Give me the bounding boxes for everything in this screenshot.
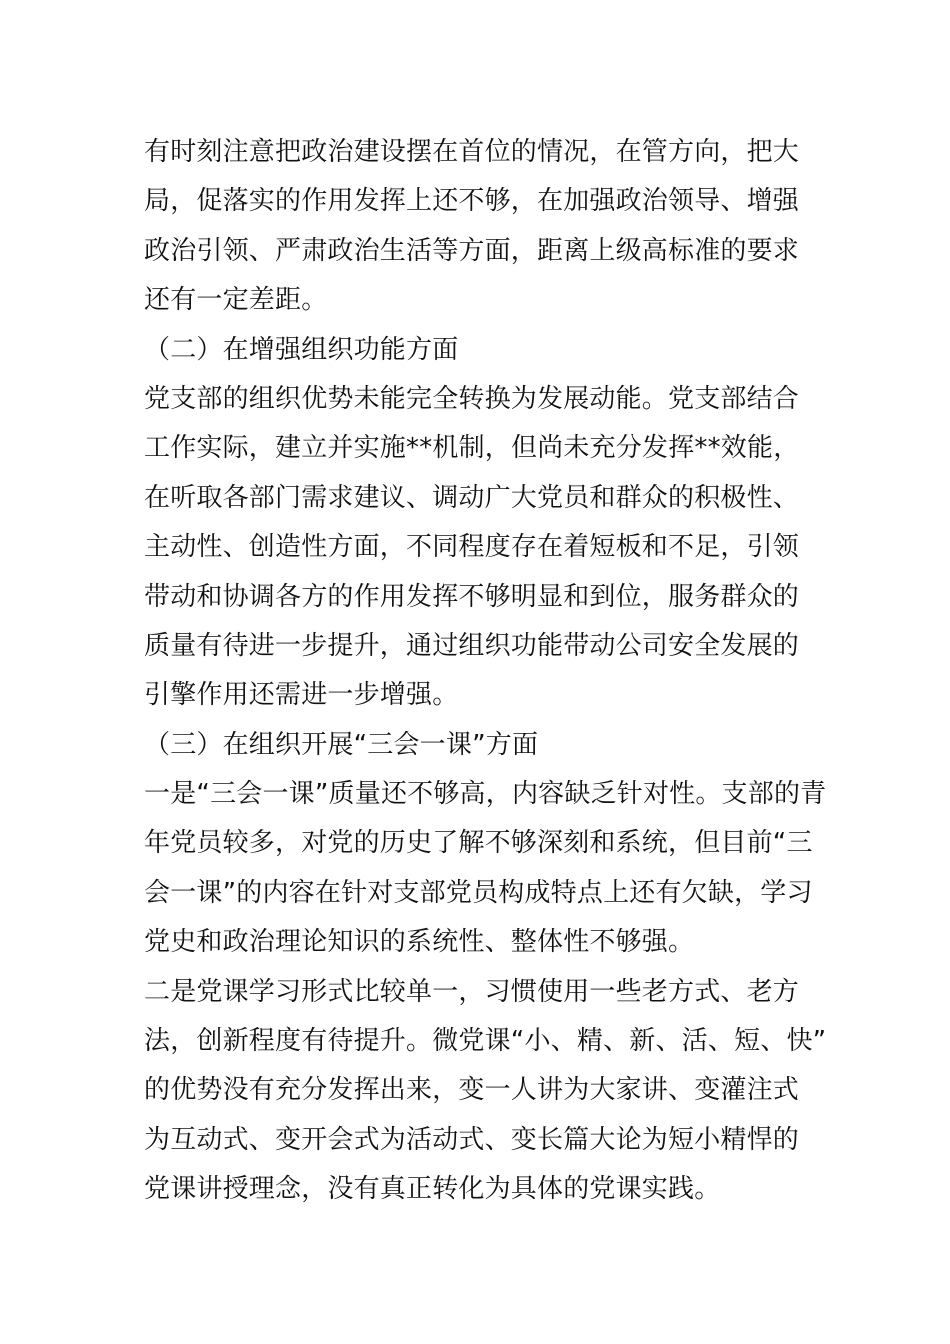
section-heading-3 <box>144 721 810 770</box>
text-line: 引擎作用还需进一步增强。 <box>144 680 459 711</box>
paragraph-political-construction <box>144 128 810 326</box>
text-line: 年党员较多，对党的历史了解不够深刻和系统，但目前“三 <box>144 828 813 859</box>
text-line: 在听取各部门需求建议、调动广大党员和群众的积极性、 <box>144 482 800 513</box>
text-line: 政治引领、严肃政治生活等方面，距离上级高标准的要求 <box>144 235 800 266</box>
heading-text: （二）在增强组织功能方面 <box>144 334 459 365</box>
text-line: 主动性、创造性方面，不同程度存在着短板和不足，引领 <box>144 532 800 563</box>
text-line: 会一课”的内容在针对支部党员构成特点上还有欠缺，学习 <box>144 877 813 908</box>
paragraph-point-two <box>144 968 827 1215</box>
text-line: 一是“三会一课”质量还不够高，内容缺乏针对性。支部的青 <box>144 779 827 810</box>
text-line: 为互动式、变开会式为活动式、变长篇大论为短小精悍的 <box>144 1124 800 1155</box>
text-line: 党史和政治理论知识的系统性、整体性不够强。 <box>144 927 695 958</box>
text-line: 党课讲授理念，没有真正转化为具体的党课实践。 <box>144 1174 721 1205</box>
text-line: 党支部的组织优势未能完全转换为发展动能。党支部结合 <box>144 383 800 414</box>
paragraph-point-one <box>144 770 827 968</box>
heading-text: （三）在组织开展“三会一课”方面 <box>144 729 539 760</box>
text-line: 质量有待进一步提升，通过组织功能带动公司安全发展的 <box>144 630 800 661</box>
text-line: 工作实际，建立并实施**机制，但尚未充分发挥**效能， <box>144 433 800 464</box>
document-body <box>144 128 827 1215</box>
paragraph-organization-function <box>144 375 810 721</box>
text-line: 的优势没有充分发挥出来，变一人讲为大家讲、变灌注式 <box>144 1075 800 1106</box>
text-line: 局，促落实的作用发挥上还不够，在加强政治领导、增强 <box>144 186 800 217</box>
text-line: 带动和协调各方的作用发挥不够明显和到位，服务群众的 <box>144 581 800 612</box>
text-line: 法，创新程度有待提升。微党课“小、精、新、活、短、快” <box>144 1026 827 1057</box>
text-line: 有时刻注意把政治建设摆在首位的情况，在管方向，把大 <box>144 137 800 167</box>
text-line: 二是党课学习形式比较单一，习惯使用一些老方式、老方 <box>144 976 800 1007</box>
text-line: 还有一定差距。 <box>144 285 328 316</box>
section-heading-2 <box>144 326 810 375</box>
